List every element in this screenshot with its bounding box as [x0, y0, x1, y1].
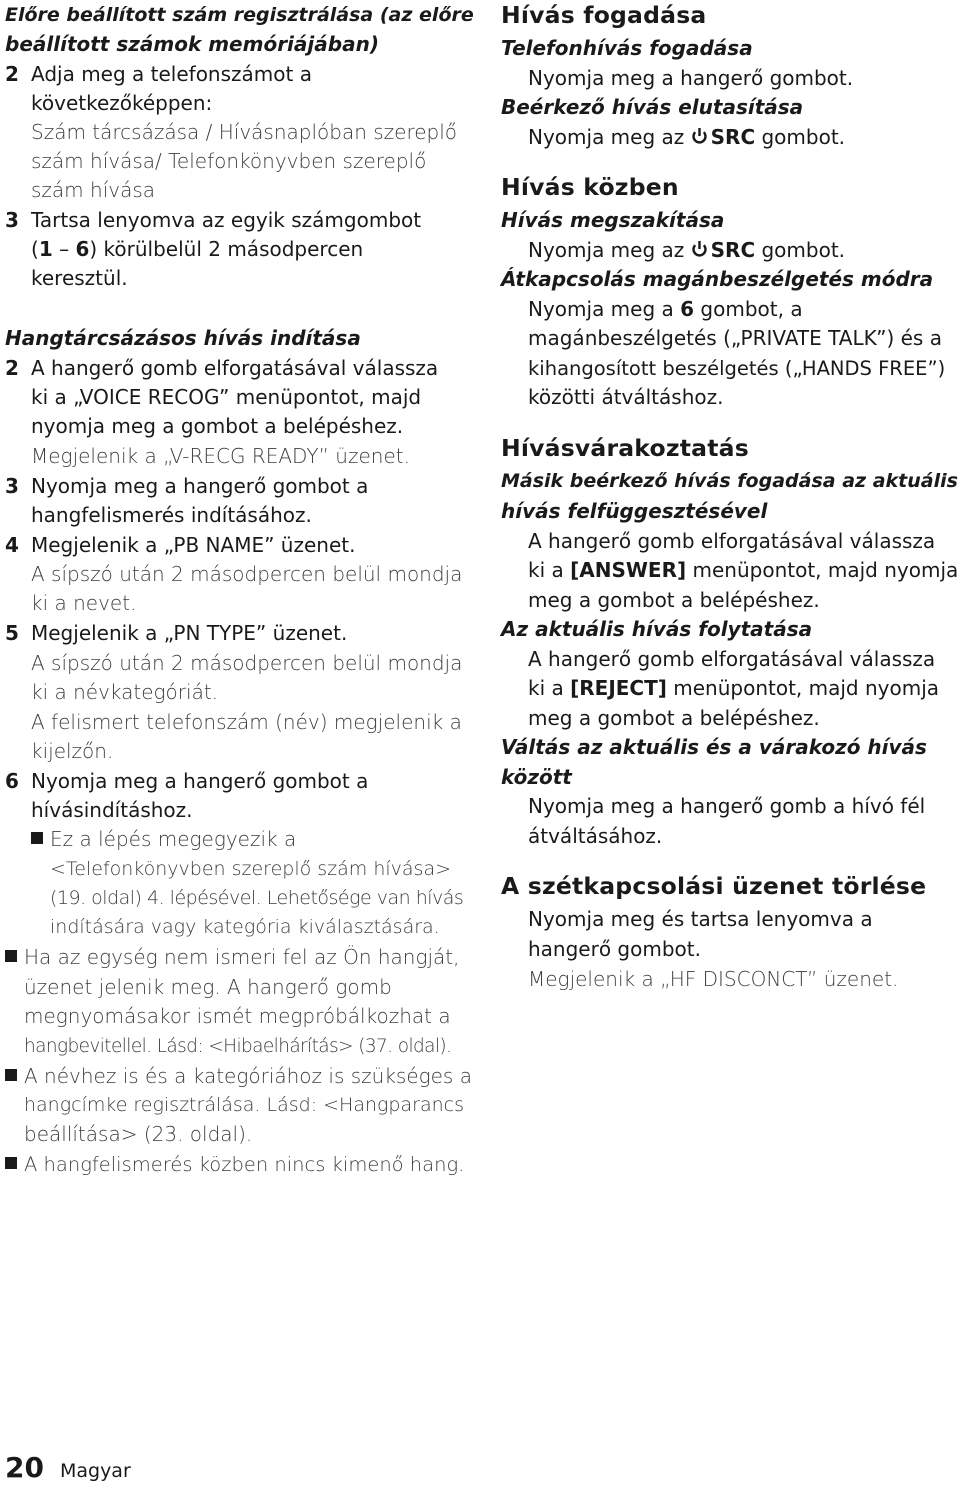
step-2-note: Szám tárcsázása / Hívásnaplóban szereplő — [31, 120, 458, 144]
key-label: 1 — [38, 237, 53, 261]
instruction-text-cont: hangerő gombot. — [528, 937, 701, 961]
instruction-note: Megjelenik a „HF DISCONCT” üzenet. — [528, 967, 899, 991]
step-number: 2 — [5, 356, 19, 380]
step-2-note-cont: szám hívása/ Telefonkönyvben szereplő — [31, 149, 427, 173]
instruction-text: Nyomja meg az SRC gombot. — [528, 123, 845, 152]
step-3-text: 3 Nyomja meg a hangerő gombot a — [5, 472, 368, 501]
section-title-voice-dialing: Hangtárcsázásos hívás indítása — [5, 326, 361, 350]
step-4-text: 4 Megjelenik a „PB NAME” üzenet. — [5, 531, 355, 560]
step-6-text-cont: hívásindításhoz. — [31, 798, 193, 822]
note-item: Ha az egység nem ismeri fel az Ön hangját, — [5, 943, 459, 972]
page-footer — [5, 1451, 131, 1484]
note-item: A hangfelismerés közben nincs kimenő hang. — [5, 1150, 464, 1179]
step-6-note: Ez a lépés megegyezik a — [31, 825, 296, 854]
step-5-note-cont: A felismert telefonszám (név) megjelenik a — [31, 710, 462, 734]
instruction-text: Nyomja meg az SRC gombot. — [528, 236, 845, 265]
step-number: 5 — [5, 621, 19, 645]
step-6-note-cont: (19. oldal) 4. lépésével. Lehetősége van hívás — [50, 887, 464, 909]
subheading-answer-waiting-cont: hívás felfüggesztésével — [501, 499, 768, 523]
instruction-text: Nyomja meg és tartsa lenyomva a — [528, 907, 873, 931]
key-label: SRC — [710, 238, 756, 262]
instruction-text: A hangerő gomb elforgatásával válassza — [528, 529, 936, 553]
instruction-text-cont: meg a gombot a belépéshez. — [528, 588, 820, 612]
instruction-text-cont: kihangosított beszélgetés („HANDS FREE”) — [528, 357, 946, 380]
step-2-text: 2 Adja meg a telefonszámot a — [5, 60, 312, 89]
key-label: [REJECT] — [570, 676, 667, 700]
step-2-note: Megjelenik a „V-RECG READY” üzenet. — [31, 444, 410, 468]
instruction-text: Nyomja meg a hangerő gomb a hívó fél — [528, 794, 926, 818]
note-item-cont: megnyomásakor ismét megpróbálkozhat a — [24, 1004, 451, 1028]
subheading-reject-call: Beérkező hívás elutasítása — [501, 95, 804, 119]
instruction-text-cont: átváltásához. — [528, 824, 663, 848]
instruction-text-cont: magánbeszélgetés („PRIVATE TALK”) és a — [528, 326, 942, 350]
step-4-note-cont: ki a nevet. — [31, 591, 137, 615]
subheading-switch-calls: Váltás az aktuális és a várakozó hívás — [501, 735, 927, 759]
instruction-text: A hangerő gomb elforgatásával válassza — [528, 647, 936, 671]
subheading-hang-up: Hívás megszakítása — [501, 208, 725, 232]
key-label: 6 — [680, 297, 695, 321]
step-number: 2 — [5, 62, 19, 86]
section-title-preset-registration-cont: beállított számok memóriájában) — [5, 32, 379, 56]
step-5-note-cont: kijelzőn. — [31, 739, 114, 763]
instruction-text-cont: ki a [ANSWER] menüpontot, majd nyomja — [528, 558, 959, 582]
instruction-text: Nyomja meg a hangerő gombot. — [528, 66, 854, 90]
heading-call-waiting: Hívásvárakoztatás — [501, 434, 749, 462]
note-item-cont: üzenet jelenik meg. A hangerő gomb — [24, 975, 392, 999]
subheading-switch-calls-cont: között — [501, 765, 572, 789]
key-label: 6 — [75, 237, 90, 261]
step-2-text-cont: ki a „VOICE RECOG” menüpontot, majd — [31, 385, 422, 409]
language-label: Magyar — [59, 1460, 131, 1482]
heading-during-call: Hívás közben — [501, 173, 679, 201]
subheading-answer-waiting: Másik beérkező hívás fogadása az aktuális — [501, 470, 958, 492]
step-3-text-cont: hangfelismerés indításához. — [31, 503, 312, 527]
step-6-note-cont: <Telefonkönyvben szereplő szám hívása> — [50, 858, 452, 880]
step-number: 4 — [5, 533, 19, 557]
note-item-cont: beállítása> (23. oldal). — [24, 1122, 253, 1146]
note-item-cont: hangbevitellel. Lásd: <Hibaelhárítás> (37. oldal). — [24, 1036, 452, 1057]
section-title-preset-registration: Előre beállított szám regisztrálása (az előre — [5, 4, 474, 26]
step-5-text: 5 Megjelenik a „PN TYPE” üzenet. — [5, 619, 347, 648]
square-bullet-icon — [5, 950, 17, 962]
square-bullet-icon — [5, 1069, 17, 1081]
step-5-note-cont: ki a névkategóriát. — [31, 680, 219, 704]
instruction-text: Nyomja meg a 6 gombot, a — [528, 297, 803, 321]
step-2-text-cont: nyomja meg a gombot a belépéshez. — [31, 414, 404, 438]
step-number: 6 — [5, 769, 19, 793]
subheading-continue-call: Az aktuális hívás folytatása — [501, 617, 813, 641]
step-number: 3 — [5, 208, 19, 232]
step-6-text: 6 Nyomja meg a hangerő gombot a — [5, 767, 368, 796]
square-bullet-icon — [31, 832, 43, 844]
note-item-cont: hangcímke regisztrálása. Lásd: <Hangparancs — [24, 1094, 464, 1116]
step-2-note-cont: szám hívása — [31, 178, 156, 202]
step-4-note: A sípszó után 2 másodpercen belül mondja — [31, 562, 463, 586]
step-5-note: A sípszó után 2 másodpercen belül mondja — [31, 651, 463, 675]
subheading-private-mode: Átkapcsolás magánbeszélgetés módra — [501, 267, 934, 291]
key-label: [ANSWER] — [570, 558, 687, 582]
instruction-text-cont: közötti átváltáshoz. — [528, 385, 724, 409]
instruction-text-cont: ki a [REJECT] menüpontot, majd nyomja — [528, 676, 940, 700]
page-number: 20 — [5, 1451, 44, 1484]
heading-clear-disconnect: A szétkapcsolási üzenet törlése — [501, 872, 927, 900]
note-item: A névhez is és a kategóriához is szükséges a — [5, 1062, 472, 1091]
key-label: SRC — [710, 125, 756, 149]
instruction-text-cont: meg a gombot a belépéshez. — [528, 706, 820, 730]
step-3-text: 3 Tartsa lenyomva az egyik számgombot — [5, 206, 421, 235]
step-6-note-cont: indítására vagy kategória kiválasztására. — [50, 916, 440, 938]
step-3-text-cont: (1 – 6) körülbelül 2 másodpercen — [31, 237, 364, 261]
subheading-answer-call: Telefonhívás fogadása — [501, 36, 753, 60]
step-2-text: 2 A hangerő gomb elforgatásával válassza — [5, 354, 438, 383]
power-icon — [691, 124, 708, 153]
step-2-text-cont: következőképpen: — [31, 91, 213, 115]
heading-receive-call: Hívás fogadása — [501, 1, 707, 29]
step-3-text-cont: keresztül. — [31, 266, 128, 290]
step-number: 3 — [5, 474, 19, 498]
power-icon — [691, 237, 708, 266]
square-bullet-icon — [5, 1157, 17, 1169]
